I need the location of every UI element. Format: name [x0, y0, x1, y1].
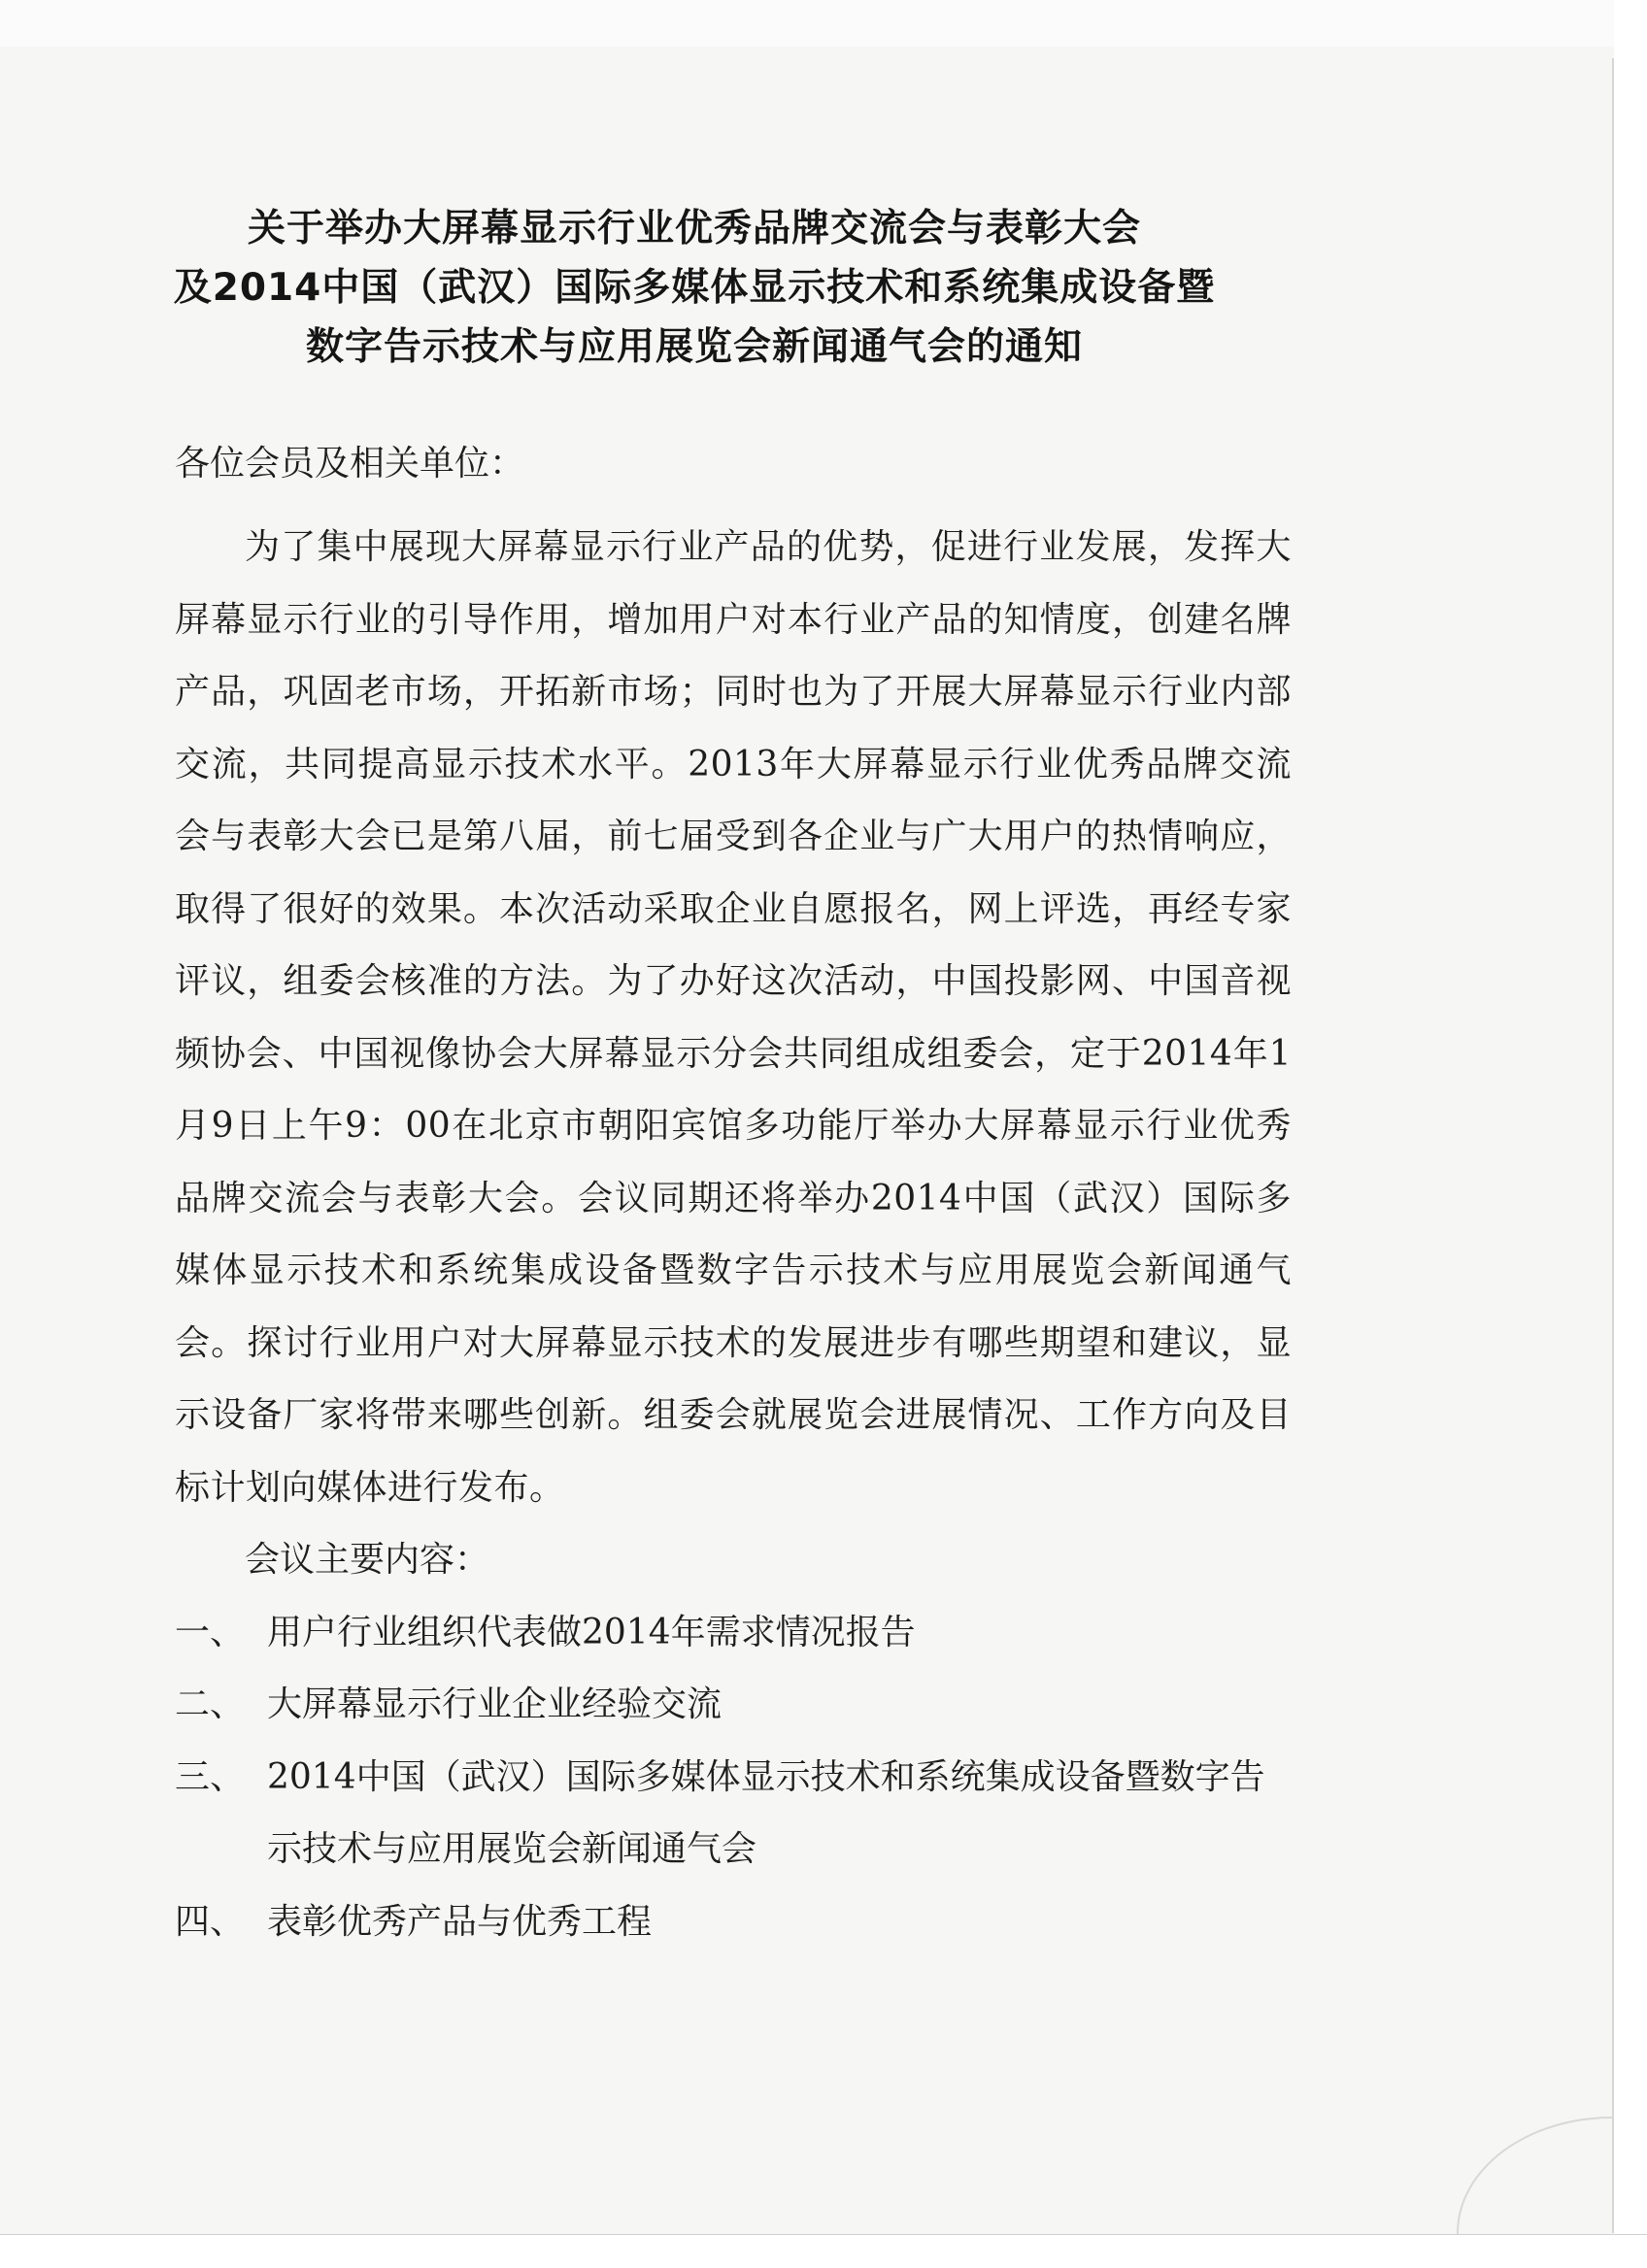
list-item-text: 大屏幕显示行业企业经验交流 — [267, 1684, 723, 1724]
list-item-number: 一、 — [175, 1612, 246, 1652]
salutation: 各位会员及相关单位： — [175, 444, 525, 484]
list-item-number: 四、 — [175, 1901, 246, 1942]
list-item-number: 三、 — [175, 1756, 246, 1797]
scan-right-margin — [1614, 0, 1647, 2268]
list-item-text: 2014中国（武汉）国际多媒体显示技术和系统集成设备暨数字告示技术与应用展览会新闻通气会 — [267, 1756, 1265, 1869]
contents-list — [175, 1597, 1292, 1959]
title-line-2: 及2014中国（武汉）国际多媒体显示技术和系统集成设备暨 — [173, 266, 1216, 310]
document-title — [146, 199, 1243, 377]
page-fold-mark — [1457, 2117, 1614, 2235]
scan-bottom-margin — [0, 2234, 1647, 2268]
scan-top-margin — [0, 0, 1647, 47]
list-item — [175, 1669, 1292, 1742]
list-item — [175, 1742, 1292, 1886]
document-body — [175, 440, 1292, 1958]
title-line-3: 数字告示技术与应用展览会新闻通气会的通知 — [305, 325, 1083, 369]
contents-heading: 会议主要内容： — [245, 1540, 490, 1580]
list-item-number: 二、 — [175, 1684, 246, 1724]
list-item-text: 表彰优秀产品与优秀工程 — [267, 1901, 653, 1942]
body-paragraph: 为了集中展现大屏幕显示行业产品的优势，促进行业发展，发挥大屏幕显示行业的引导作用，增加用户对本行业产品的知情度，创建名牌产品，巩固老市场，开拓新市场；同时也为了开展大屏幕显示行业内部交流，共同提高显示技术水平。2013年大屏幕显示行业优秀品牌交流会与表彰大会已是第八届，前七届受到各企业与广大用户的热情响应，取得了很好的效果。本次活动采取企业自愿报名，网上评选，再经专家评议，组委会核准的方法。为了办好这次活动，中国投影网、中国音视频协会、中国视像协会大屏幕显示分会共同组成组委会，定于2014年1月9日上午9：00在北京市朝阳宾馆多功能厅举办大屏幕显示行业优秀品牌交流会与表彰大会。会议同期还将举办2014中国（武汉）国际多媒体显示技术和系统集成设备暨数字告示技术与应用展览会新闻通气会。探讨行业用户对大屏幕显示技术的发展进步有哪些期望和建议，显示设备厂家将带来哪些创新。组委会就展览会进展情况、工作方向及目标计划向媒体进行发布。 — [175, 527, 1292, 1508]
list-item — [175, 1886, 1292, 1959]
list-item-text: 用户行业组织代表做2014年需求情况报告 — [267, 1612, 916, 1652]
list-item — [175, 1597, 1292, 1670]
title-line-1: 关于举办大屏幕显示行业优秀品牌交流会与表彰大会 — [247, 207, 1141, 250]
